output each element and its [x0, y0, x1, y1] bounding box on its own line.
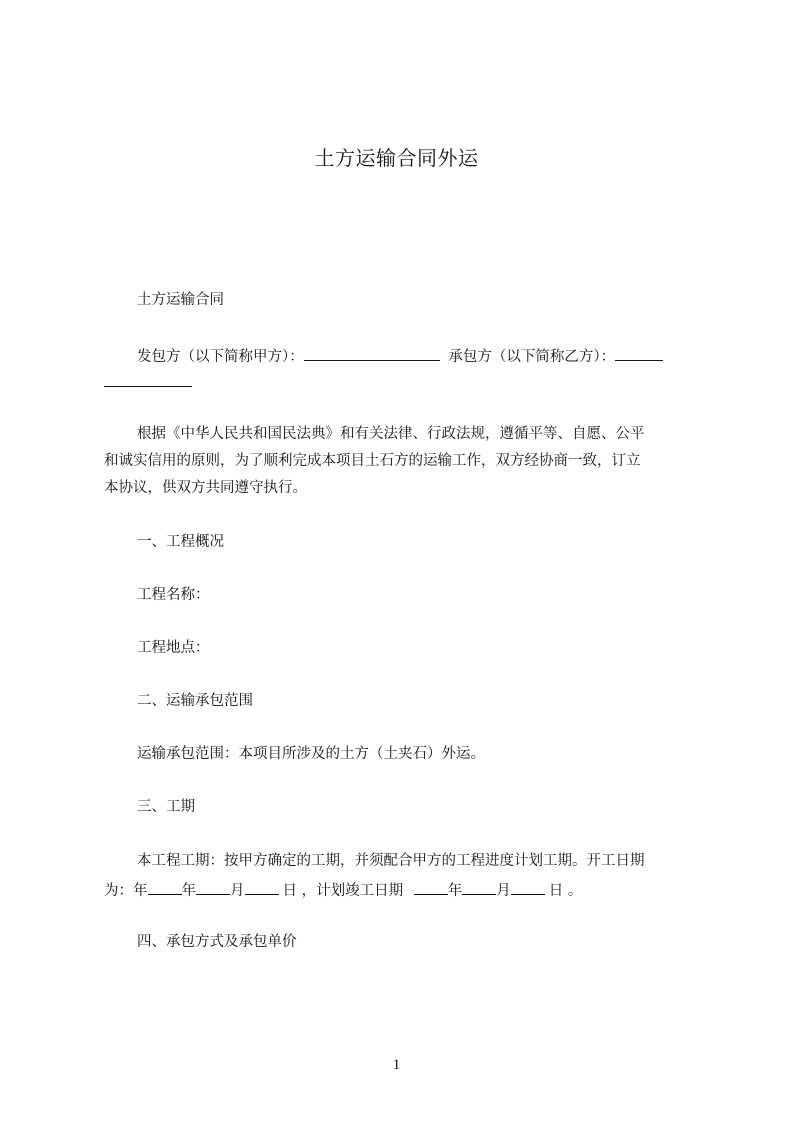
end-month-unit: 月	[496, 883, 511, 899]
document-title: 土方运输合同外运	[314, 146, 479, 170]
contractor-blank	[615, 344, 663, 361]
contractor-label: 承包方（以下简称乙方）：	[448, 349, 616, 365]
page-number: 1	[392, 1057, 401, 1073]
transport-scope: 运输承包范围：本项目所涉及的土方（土夹石）外运。	[137, 746, 485, 762]
end-year-unit: 年	[447, 883, 463, 899]
contractor-blank-tail	[104, 370, 192, 387]
contract-subtitle: 土方运输合同	[137, 292, 224, 308]
end-day-blank	[511, 878, 545, 895]
start-day-blank	[245, 878, 279, 895]
schedule-dates-line	[104, 878, 582, 901]
end-year-blank	[414, 878, 448, 895]
project-location-label: 工程地点：	[137, 640, 210, 656]
end-day-unit: 日 。	[548, 883, 583, 899]
start-month-blank	[196, 878, 230, 895]
section-1-heading: 一、工程概况	[137, 534, 224, 550]
start-month-unit: 月	[230, 883, 245, 899]
start-year-blank	[148, 878, 182, 895]
start-year-unit: 年	[181, 883, 196, 899]
section-3-heading: 三、工期	[137, 799, 195, 815]
intro-line-3: 本协议，供双方共同遵守执行。	[104, 480, 307, 496]
end-month-blank	[462, 878, 496, 895]
employer-blank	[304, 344, 440, 361]
start-date-prefix: 为：年	[104, 883, 148, 899]
section-4-heading: 四、承包方式及承包单价	[137, 934, 297, 950]
intro-line-2: 和诚实信用的原则，为了顺利完成本项目土石方的运输工作，双方经协商一致，订立	[104, 453, 641, 469]
project-name-label: 工程名称：	[137, 587, 210, 603]
schedule-line-1: 本工程工期：按甲方确定的工期，并须配合甲方的工程进度计划工期。开工日期	[137, 853, 645, 869]
employer-label: 发包方（以下简称甲方）：	[137, 349, 304, 365]
section-2-heading: 二、运输承包范围	[137, 693, 253, 709]
intro-line-1: 根据《中华人民共和国民法典》和有关法律、行政法规，遵循平等、自愿、公平	[137, 426, 645, 442]
parties-line	[137, 344, 663, 367]
start-day-unit: 日 ，计划竣工日期	[282, 883, 404, 899]
contractor-blank-continued	[104, 370, 192, 393]
